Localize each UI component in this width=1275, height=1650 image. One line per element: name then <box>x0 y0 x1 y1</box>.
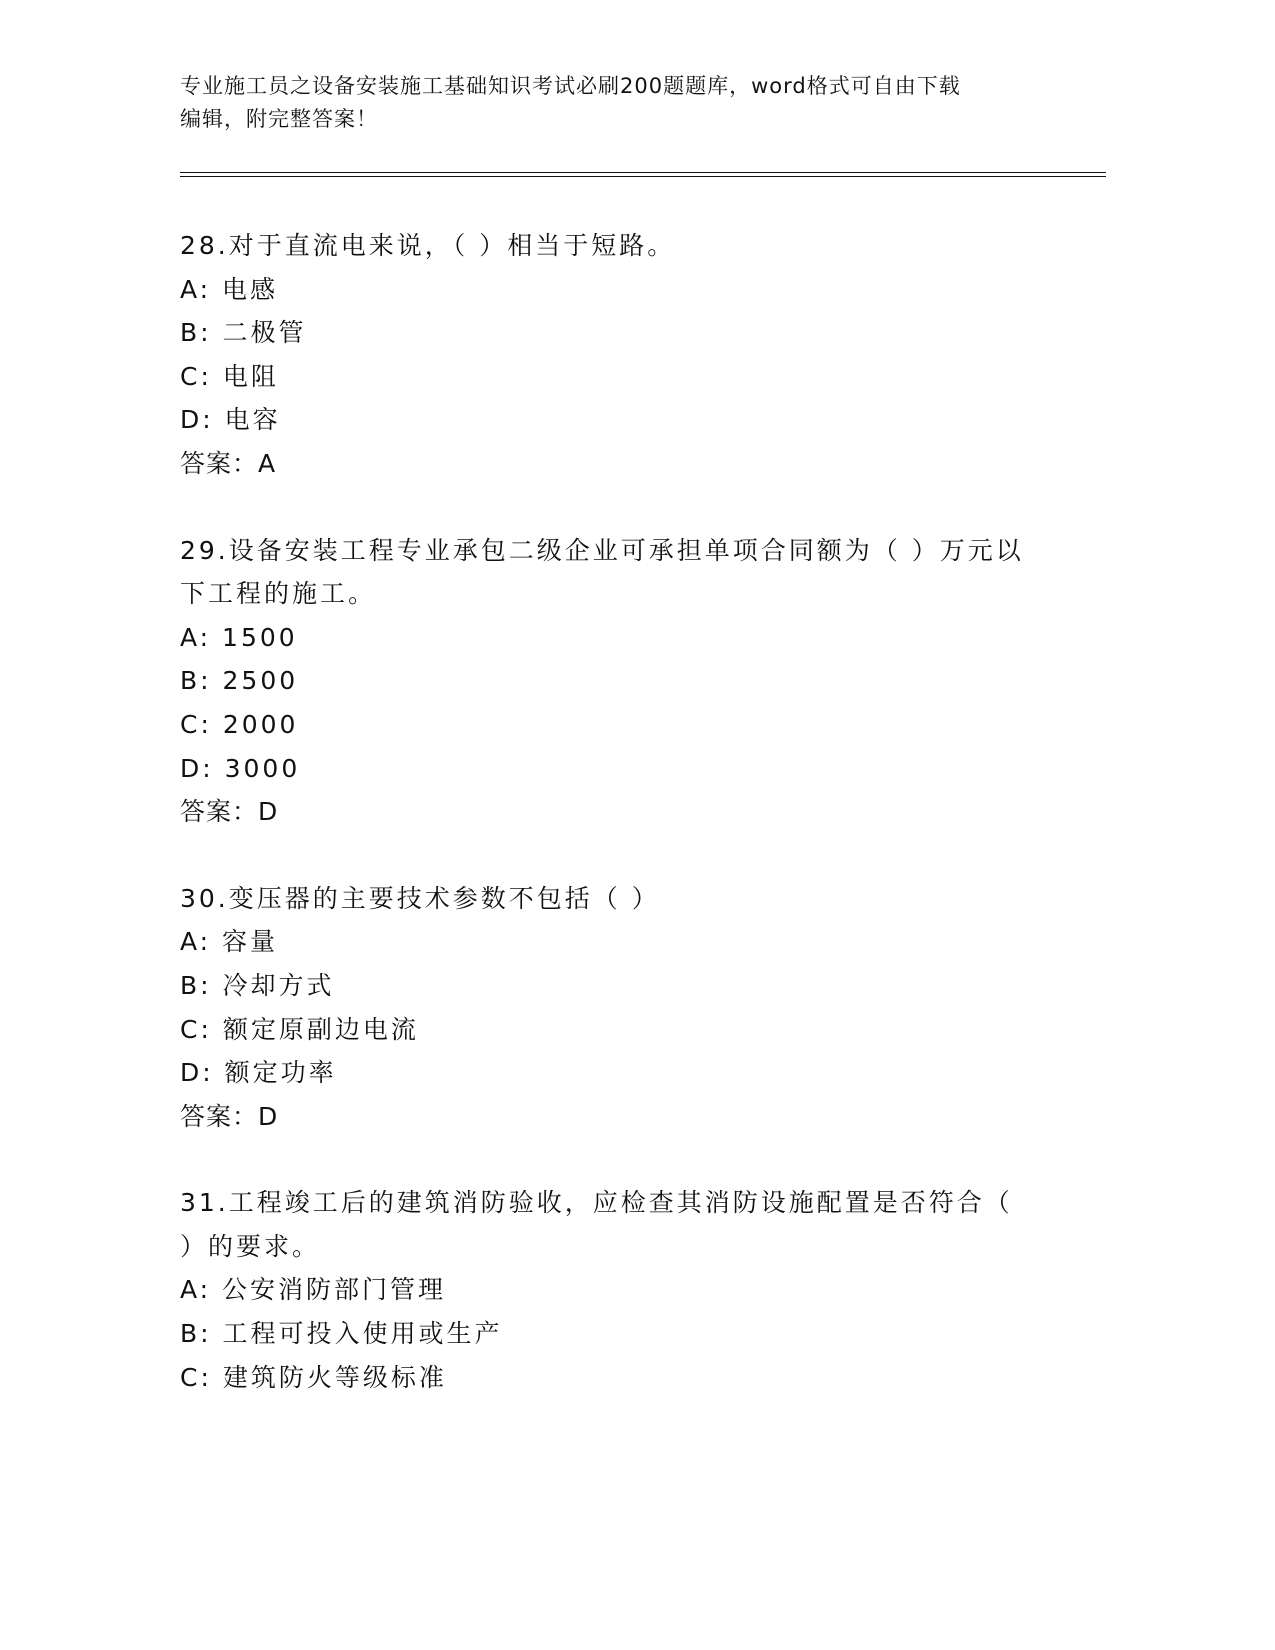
answer-line: 答案：D <box>180 797 279 827</box>
option-c: C: 2000 <box>180 709 299 739</box>
header-line-2: 编辑，附完整答案！ <box>180 107 378 131</box>
header-line-1: 专业施工员之设备安装施工基础知识考试必刷200题题库，word格式可自由下载 <box>180 74 961 98</box>
question-30 <box>180 877 1040 1139</box>
question-29 <box>180 529 1040 834</box>
option-b: B: 2500 <box>180 666 299 696</box>
question-stem-line-2: ）的要求。 <box>180 1231 321 1261</box>
header-rule-top <box>180 172 1106 173</box>
document-header <box>180 70 1040 136</box>
option-d: D: 3000 <box>180 753 301 783</box>
answer-line: 答案：A <box>180 448 277 478</box>
option-d: D: 电容 <box>180 405 281 435</box>
header-rule-bottom <box>180 176 1106 177</box>
question-stem-line-1: 29.设备安装工程专业承包二级企业可承担单项合同额为（ ）万元以 <box>180 535 1024 565</box>
question-stem-line-2: 下工程的施工。 <box>180 579 377 609</box>
question-list <box>180 224 1040 1399</box>
option-a: A: 电感 <box>180 274 279 304</box>
option-d: D: 额定功率 <box>180 1058 337 1088</box>
question-stem: 28.对于直流电来说，（ ）相当于短路。 <box>180 231 676 260</box>
option-b: B: 工程可投入使用或生产 <box>180 1319 503 1349</box>
option-b: B: 二极管 <box>180 318 307 348</box>
question-28 <box>180 224 1040 486</box>
option-c: C: 建筑防火等级标准 <box>180 1362 447 1392</box>
question-stem-line-1: 31.工程竣工后的建筑消防验收，应检查其消防设施配置是否符合（ <box>180 1188 1013 1218</box>
option-a: A: 容量 <box>180 927 279 957</box>
question-31 <box>180 1181 1040 1399</box>
question-stem: 30.变压器的主要技术参数不包括（ ） <box>180 883 660 913</box>
option-b: B: 冷却方式 <box>180 970 335 1000</box>
option-a: A: 1500 <box>180 622 298 652</box>
option-c: C: 电阻 <box>180 361 279 391</box>
answer-line: 答案：D <box>180 1101 279 1131</box>
option-c: C: 额定原副边电流 <box>180 1014 419 1044</box>
option-a: A: 公安消防部门管理 <box>180 1275 447 1305</box>
